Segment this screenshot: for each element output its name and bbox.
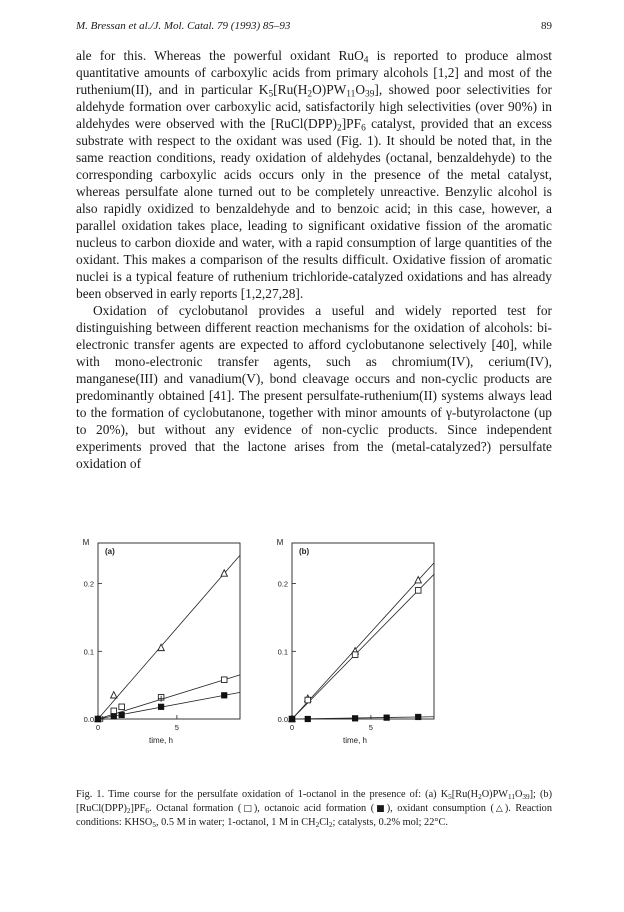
chart-a-x-axis-label: time, h: [148, 736, 174, 745]
chart-a-plot-frame: [98, 543, 240, 719]
chart-a-y-tick-label: 0.0: [83, 715, 94, 724]
chart-b-x-tick-label: 5: [368, 723, 373, 732]
chart-b-point-square: [415, 588, 421, 594]
chart-b-panel-label: (b): [299, 547, 310, 556]
chart-b-point-filled-square: [289, 716, 295, 722]
figure-panel-b: [268, 533, 468, 753]
chart-a-fit-line-triangle-open: [98, 555, 240, 719]
chart-a: [74, 533, 274, 753]
chart-a-point-filled-square: [111, 713, 117, 719]
page-number: 89: [541, 20, 552, 32]
chart-b-x-tick-label: 0: [289, 723, 295, 732]
chart-a-point-square: [111, 708, 117, 714]
chart-b-fit-line-triangle-open: [292, 563, 434, 719]
chart-a-point-square: [221, 677, 227, 683]
figure-caption: Fig. 1. Time course for the persulfate oxidation of 1-octanol in the presence of: (a) $K_5[Ru(H_2O)PW_{11}O_{39}]$; (b) $[RuCl(DPP)_2]PF_6$. Octanal formation (□), octanoic acid formation (■), oxidant consumption (△). Reaction conditions: $KHSO_5$, 0.5 M in water; 1-octanol, 1 M in $CH_2Cl_2$; catalysts, 0.2% mol; 22°C.: [76, 789, 552, 829]
chart-a-point-triangle: [111, 692, 117, 698]
chart-a-y-tick-label: 0.1: [83, 647, 94, 657]
paragraph-2: Oxidation of cyclobutanol provides a useful and widely reported test for distinguishing between different reaction mechanisms for the oxidation of alcohols: bi-electronic transfer agents are expected to afford cyclobutanone selectively [40], while with mono-electronic transfer agents, such as chromium(IV), cerium(IV), manganese(III) and vanadium(V), bond cleavage occurs and non-cyclic products are predominantly obtained [41]. The present persulfate-ruthenium(II) systems always lead to the formation of cyclobutanone, together with minor amounts of γ-butyrolactone (up to 20%), but without any evidence of non-cyclic products. Since independent experiments proved that the lactone arises from the (metal-catalyzed?) persulfate oxidation of: [76, 303, 552, 471]
open-triangle-symbol: △: [493, 804, 505, 814]
filled-square-symbol: ■: [374, 804, 387, 814]
chart-b-point-filled-square: [384, 715, 390, 721]
chart-a-point-filled-square: [158, 704, 164, 710]
chart-b-point-filled-square: [415, 714, 421, 720]
chart-b-point-square: [305, 697, 311, 703]
paragraph-1: ale for this. Whereas the powerful oxidant RuO$_4$ is reported to produce almost quantitative amounts of carboxylic acids from primary alcohols [1,2] and most of the ruthenium(II), and in particular $K_5[Ru(H_2O)PW_{11}O_{39}]$, showed poor selectivities for aldehyde formation over carboxylic acid, satisfactorily high selectivities (over 90%) in aldehydes were observed with the $[RuCl(DPP)_2]PF_6$ catalyst, provided that an excess substrate with respect to the oxidant was used (Fig. 1). It should be noted that, in the same reaction conditions, ready oxidation of aldehydes (octanal, benzaldehyde) to the corresponding carboxylic acids occurs only in the presence of the metal catalyst, whereas persulfate alone turned out to be completely unreactive. Benzylic alcohol is also rapidly oxidized to benzaldehyde and to benzoic acid; in this case, however, a parallel oxidation takes place, leading to significant oxidative fission of the aromatic nucleus to carbon dioxide and water, with a rapid consumption of large quantities of the oxidant. This makes a comparison of the results difficult. Oxidative fission of aromatic nuclei is a typical feature of ruthenium trichloride-catalyzed oxidations and has already been observed in early reports [1,2,27,28].: [76, 48, 552, 301]
chart-b-point-filled-square: [352, 716, 358, 722]
chart-a-y-axis-label: M: [82, 538, 90, 547]
running-title: M. Bressan et al./J. Mol. Catal. 79 (1993) 85–93: [76, 20, 291, 32]
chart-a-x-tick-label: 0: [95, 723, 101, 732]
chart-a-point-filled-square: [221, 693, 227, 699]
chart-b: [268, 533, 468, 753]
chart-a-point-filled-square: [119, 712, 125, 718]
chart-b-point-square: [352, 652, 358, 658]
chart-b-point-filled-square: [305, 716, 311, 722]
running-head: [76, 20, 552, 36]
chart-a-y-tick-label: 0.2: [83, 579, 94, 589]
chart-b-y-axis-label: M: [276, 538, 284, 547]
chart-b-plot-frame: [292, 543, 434, 719]
chart-b-y-tick-label: 0.2: [277, 579, 288, 589]
chart-a-x-tick-label: 5: [174, 723, 179, 732]
figure-panel-a: [74, 533, 274, 753]
chart-b-fit-line-square-open: [292, 574, 434, 719]
open-square-symbol: □: [241, 804, 254, 814]
chart-a-point-square: [119, 704, 125, 710]
chart-b-y-tick-label: 0.0: [277, 715, 288, 724]
chart-b-x-axis-label: time, h: [342, 736, 368, 745]
chart-a-point-triangle: [158, 644, 164, 650]
chart-a-panel-label: (a): [105, 547, 115, 556]
chart-b-y-tick-label: 0.1: [277, 647, 288, 657]
body-text: [76, 47, 552, 472]
